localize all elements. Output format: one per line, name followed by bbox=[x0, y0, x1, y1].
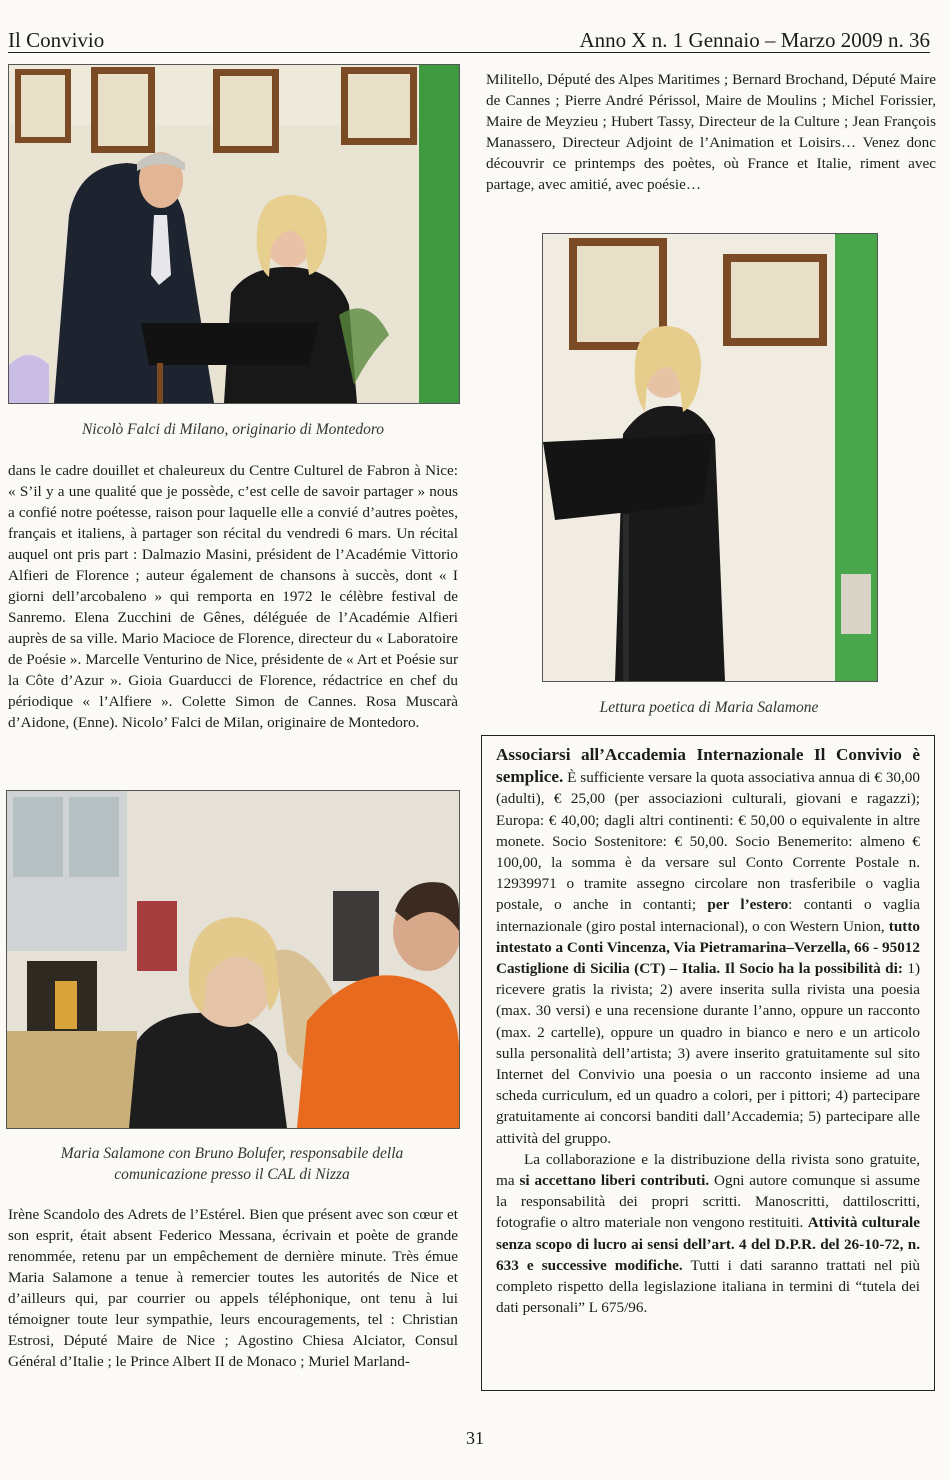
photo-nicolo-falci-and-maria-salamone bbox=[8, 64, 460, 404]
payee-address: tutto intestato a Conti Vincenza, Via Pietramarina–Verzella, 66 - 95012 Castiglione di Sicilia (CT) – Italia. Il Socio ha la possibilità di: bbox=[496, 917, 920, 978]
paragraph-thanks-authorities: Irène Scandolo des Adrets de l’Estérel. Bien que présent avec son cœur et son esprit, était absent Federico Messana, écrivain et poète de grande renommée, retenu par un empêchement de dernière minute. Très émue Maria Salamone a tenue à remercier toutes les autorités de Nice et d’ailleurs qui, par courrier ou appels téléphonique, ont tenu à lui témoigner toute leur sympathie, leurs encouragements, tel : Christian Estrosi, Député Maire de Nice ; Agostino Chiesa Alciator, Consul Général d’Italie ; le Prince Albert II de Monaco ; Muriel Marland- bbox=[8, 1206, 458, 1370]
header-rule bbox=[8, 52, 930, 53]
membership-fees-text: È sufficiente versare la quota associativa annua di € 30,00 (adulti), € 25,00 (per associazioni culturali, giovani e ragazzi); Europa: € 40,00; dagli altri continenti: € 50,00 o equivalente in altre monete. Socio Sostenitore: € 50,00. Socio Benemerito: almeno € 100,00, la somma è da versare sul Conto Corrente Postale n. 12939971 o tramite assegno circolare non trasferibile o vaglia postale, o anche in contanti; bbox=[496, 769, 920, 914]
non-profit-statement: Attività culturale senza scopo di lucro ai sensi dell’art. 4 del D.P.R. del 26-10-72, n. 633 e successive modifiche. bbox=[496, 1214, 921, 1274]
membership-paragraph bbox=[496, 744, 920, 1149]
abroad-label: per l’estero bbox=[707, 896, 789, 914]
journal-title: Il Convivio bbox=[8, 28, 105, 52]
membership-box-title: Associarsi all’Accademia Internazionale Il Convivio è semplice. bbox=[496, 745, 920, 787]
collaboration-text: La collaborazione e la distribuzione della rivista sono gratuite, ma bbox=[496, 1150, 920, 1190]
abroad-payment-text: : contanti o vaglia internazionale (giro postal internacional), o con Western Union, bbox=[496, 896, 920, 935]
paragraph-dignitaries-continued: Militello, Député des Alpes Maritimes ; Bernard Brochand, Député Maire de Cannes ; Pierre André Périssol, Maire de Moulins ; Michel Forissier, Maire de Meyzieu ; Hubert Tassy, Directeur de la Culture ; Jean François Manassero, Directeur Adjoint de l’Animation et Loisirs… Venez donc découvrir ce printemps des poètes, où France et Italie, riment avec partage, avec amitié, avec poésie… bbox=[486, 71, 936, 193]
issue-info: Anno X n. 1 Gennaio – Marzo 2009 n. 36 bbox=[579, 28, 930, 52]
member-benefits-text: 1) ricevere gratis la rivista; 2) avere inserita sulla rivista una poesia (max. 30 versi) e una recensione durante l’anno, oppure un racconto (max. 2 cartelle), oppure un quadro in bianco e nero e un articolo sulla personalità dell’artista; 3) avere inserito gratuitamente sul sito Internet del Convivio una poesia o un racconto insieme ad una scheda curriculum, ed un quadro a colori, per i pittori; 4) partecipare gratuitamente ai concorsi banditi dall’Accademia; 5) partecipare alle attività del gruppo. bbox=[496, 960, 920, 1147]
photo3-caption-line2: comunicazione presso il CAL di Nizza bbox=[114, 1165, 350, 1183]
privacy-statement: Tutti i dati saranno trattati nel più completo rispetto della legislazione italiana in termini di “tutela dei dati personali” L 675/96. bbox=[496, 1256, 921, 1317]
left-column-bottom-text bbox=[8, 1204, 458, 1372]
photo-maria-salamone-reading bbox=[542, 233, 878, 682]
page-number: 31 bbox=[466, 1428, 484, 1448]
photo-maria-salamone-with-bruno-bolufer bbox=[6, 790, 460, 1129]
paragraph-recital-participants: dans le cadre douillet et chaleureux du Centre Culturel de Fabron à Nice: « S’il y a une qualité que je possède, c’est celle de savoir partager » nous a confié notre poétesse, raison pour laquelle elle a convié d’autres poètes, français et italiens, à partager son récital du vendredi 6 mars. Un récital auquel ont pris part : Dalmazio Masini, président de l’Académie Vittorio Alfieri de Florence ; auteur également de chansons à succès, dont « I giorni dell’arcobaleno » qui remporta en 1972 le célèbre festival de Sanremo. Elena Zucchini de Gênes, déléguée de l’Académie Alfieri auprès de sa ville. Mario Macioce de Florence, directeur du « Laboratoire de Poésie ». Marcelle Venturino de Nice, présidente de « Art et Poésie sur la Côte d’Azur ». Gioia Guarducci de Florence, rédactrice en chef du périodique « l’Alfiere ». Colette Simon de Cannes. Rosa Muscarà d’Aidone, (Enne). Nicolo’ Falci de Milan, originaire de Montedoro. bbox=[8, 462, 458, 731]
right-column-top-text bbox=[486, 69, 936, 195]
author-responsibility-text: Ogni autore comunque si assume la responsabilità dei propri scritti. Manoscritti, dattiloscritti, fotografie o altro materiale non vengono restituiti. bbox=[496, 1172, 920, 1232]
photo3-caption-line1: Maria Salamone con Bruno Bolufer, responsabile della bbox=[60, 1145, 404, 1162]
photo3-caption bbox=[6, 1144, 458, 1186]
collaboration-paragraph bbox=[496, 1149, 920, 1319]
photo2-caption: Lettura poetica di Maria Salamone bbox=[599, 699, 819, 716]
left-column-middle-text bbox=[8, 460, 458, 733]
photo1-caption: Nicolò Falci di Milano, originario di Montedoro bbox=[81, 421, 385, 438]
contributions-note: si accettano liberi contributi. bbox=[519, 1172, 710, 1190]
membership-info-box bbox=[481, 735, 935, 1391]
